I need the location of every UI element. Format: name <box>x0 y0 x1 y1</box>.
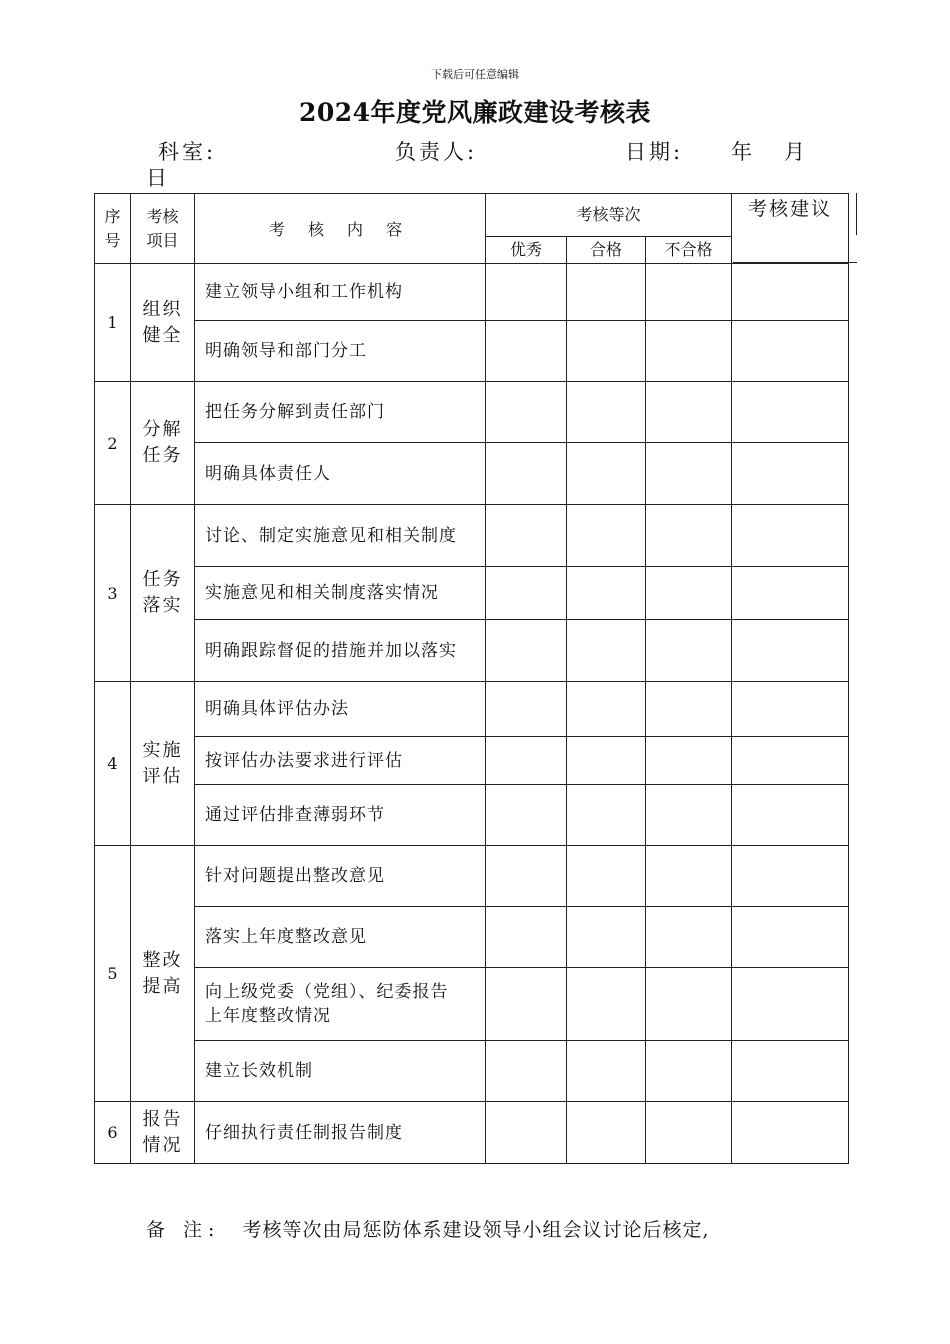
grade-fail-cell[interactable] <box>646 620 732 682</box>
grade-pass-cell[interactable] <box>567 620 646 682</box>
header-overhang-bottom <box>733 262 857 263</box>
grade-excellent-cell[interactable] <box>486 785 567 846</box>
assessment-content: 针对问题提出整改意见 <box>195 846 486 907</box>
grade-pass-cell[interactable] <box>567 505 646 567</box>
table-row <box>95 567 849 620</box>
suggest-cell[interactable] <box>732 505 849 567</box>
grade-fail-cell[interactable] <box>646 968 732 1041</box>
grade-pass-cell[interactable] <box>567 264 646 321</box>
note-label: 备 注: <box>146 1219 221 1241</box>
grade-excellent-cell[interactable] <box>486 737 567 785</box>
suggest-cell[interactable] <box>732 682 849 737</box>
grade-pass-cell[interactable] <box>567 1102 646 1164</box>
table-row <box>95 443 849 505</box>
grade-excellent-cell[interactable] <box>486 846 567 907</box>
grade-excellent-cell[interactable] <box>486 968 567 1041</box>
grade-fail-cell[interactable] <box>646 1102 732 1164</box>
grade-pass-cell[interactable] <box>567 968 646 1041</box>
assessment-content: 通过评估排查薄弱环节 <box>195 785 486 846</box>
table-row <box>95 1102 849 1164</box>
suggest-cell[interactable] <box>732 1041 849 1102</box>
section-number: 3 <box>95 505 131 682</box>
grade-excellent-cell[interactable] <box>486 1102 567 1164</box>
section-item: 实施 评估 <box>131 682 195 846</box>
assessment-content: 实施意见和相关制度落实情况 <box>195 567 486 620</box>
table-row <box>95 907 849 968</box>
month-label: 月 <box>784 140 808 164</box>
assessment-content: 讨论、制定实施意见和相关制度 <box>195 505 486 567</box>
assessment-content: 仔细执行责任制报告制度 <box>195 1102 486 1164</box>
grade-excellent-cell[interactable] <box>486 907 567 968</box>
grade-fail-cell[interactable] <box>646 567 732 620</box>
section-number: 2 <box>95 382 131 505</box>
assessment-content: 明确具体责任人 <box>195 443 486 505</box>
assessment-content: 把任务分解到责任部门 <box>195 382 486 443</box>
assessment-content: 明确领导和部门分工 <box>195 321 486 382</box>
suggest-cell[interactable] <box>732 846 849 907</box>
section-number: 5 <box>95 846 131 1102</box>
grade-pass-cell[interactable] <box>567 907 646 968</box>
suggest-header: 考核建议 <box>732 194 849 264</box>
grade-excellent-cell[interactable] <box>486 443 567 505</box>
grade-pass-cell[interactable] <box>567 846 646 907</box>
grade-excellent-cell[interactable] <box>486 1041 567 1102</box>
table-row <box>95 620 849 682</box>
grade-excellent-cell[interactable] <box>486 567 567 620</box>
section-item: 任务 落实 <box>131 505 195 682</box>
suggest-cell[interactable] <box>732 382 849 443</box>
dept-label: 科室: <box>158 140 217 164</box>
grade-pass-cell[interactable] <box>567 682 646 737</box>
grade-pass-cell[interactable] <box>567 785 646 846</box>
assessment-table <box>94 193 849 1164</box>
suggest-cell[interactable] <box>732 567 849 620</box>
grade-excellent-cell[interactable] <box>486 505 567 567</box>
suggest-cell[interactable] <box>732 907 849 968</box>
note-text: 考核等次由局惩防体系建设领导小组会议讨论后核定, <box>242 1219 710 1241</box>
assessment-content: 按评估办法要求进行评估 <box>195 737 486 785</box>
section-item: 报告 情况 <box>131 1102 195 1164</box>
grade-fail-cell[interactable] <box>646 1041 732 1102</box>
grade-excellent-cell[interactable] <box>486 620 567 682</box>
grade-excellent-header: 优秀 <box>486 237 567 264</box>
grade-fail-cell[interactable] <box>646 846 732 907</box>
table-row <box>95 968 849 1041</box>
note <box>146 1215 710 1242</box>
top-note: 下载后可任意编辑 <box>431 68 519 81</box>
assessment-content: 建立领导小组和工作机构 <box>195 264 486 321</box>
table-row <box>95 737 849 785</box>
grade-pass-cell[interactable] <box>567 737 646 785</box>
assessment-content: 建立长效机制 <box>195 1041 486 1102</box>
table-row <box>95 321 849 382</box>
section-item: 分解 任务 <box>131 382 195 505</box>
day-label: 日 <box>146 166 167 190</box>
suggest-cell[interactable] <box>732 443 849 505</box>
table-row <box>95 785 849 846</box>
header-overhang-line <box>856 193 857 235</box>
grade-pass-cell[interactable] <box>567 1041 646 1102</box>
grade-pass-cell[interactable] <box>567 321 646 382</box>
section-number: 1 <box>95 264 131 382</box>
assessment-content: 明确具体评估办法 <box>195 682 486 737</box>
grade-excellent-cell[interactable] <box>486 264 567 321</box>
table-row <box>95 382 849 443</box>
section-number: 6 <box>95 1102 131 1164</box>
grade-pass-cell[interactable] <box>567 443 646 505</box>
suggest-cell[interactable] <box>732 321 849 382</box>
grade-excellent-cell[interactable] <box>486 382 567 443</box>
table-row <box>95 1041 849 1102</box>
section-item: 组织 健全 <box>131 264 195 382</box>
suggest-cell[interactable] <box>732 264 849 321</box>
grade-excellent-cell[interactable] <box>486 321 567 382</box>
date-label: 日期: <box>625 140 684 164</box>
person-label: 负责人: <box>395 140 478 164</box>
year-label: 年 <box>731 140 755 164</box>
suggest-cell[interactable] <box>732 785 849 846</box>
seq-header: 序 号 <box>95 194 131 264</box>
grade-fail-cell[interactable] <box>646 443 732 505</box>
assessment-content: 明确跟踪督促的措施并加以落实 <box>195 620 486 682</box>
section-item: 整改 提高 <box>131 846 195 1102</box>
suggest-cell[interactable] <box>732 968 849 1041</box>
grade-fail-cell[interactable] <box>646 505 732 567</box>
grade-fail-cell[interactable] <box>646 321 732 382</box>
section-number: 4 <box>95 682 131 846</box>
grade-fail-cell[interactable] <box>646 737 732 785</box>
table-row <box>95 682 849 737</box>
grade-fail-cell[interactable] <box>646 382 732 443</box>
grade-excellent-cell[interactable] <box>486 682 567 737</box>
table-row <box>95 264 849 321</box>
grade-fail-cell[interactable] <box>646 785 732 846</box>
grade-fail-cell[interactable] <box>646 682 732 737</box>
grade-pass-header: 合格 <box>567 237 646 264</box>
content-header: 考 核 内 容 <box>195 194 486 264</box>
grade-fail-cell[interactable] <box>646 907 732 968</box>
grade-header: 考核等次 <box>486 194 732 237</box>
page-title: 2024年度党风廉政建设考核表 <box>298 98 652 127</box>
assessment-content: 向上级党委（党组）、纪委报告 上年度整改情况 <box>195 968 486 1041</box>
table-row <box>95 846 849 907</box>
grade-pass-cell[interactable] <box>567 567 646 620</box>
grade-pass-cell[interactable] <box>567 382 646 443</box>
suggest-cell[interactable] <box>732 1102 849 1164</box>
header-row-1 <box>95 194 849 237</box>
assessment-content: 落实上年度整改意见 <box>195 907 486 968</box>
grade-fail-header: 不合格 <box>646 237 732 264</box>
table-row <box>95 505 849 567</box>
item-header: 考核 项目 <box>131 194 195 264</box>
suggest-cell[interactable] <box>732 620 849 682</box>
grade-fail-cell[interactable] <box>646 264 732 321</box>
suggest-cell[interactable] <box>732 737 849 785</box>
